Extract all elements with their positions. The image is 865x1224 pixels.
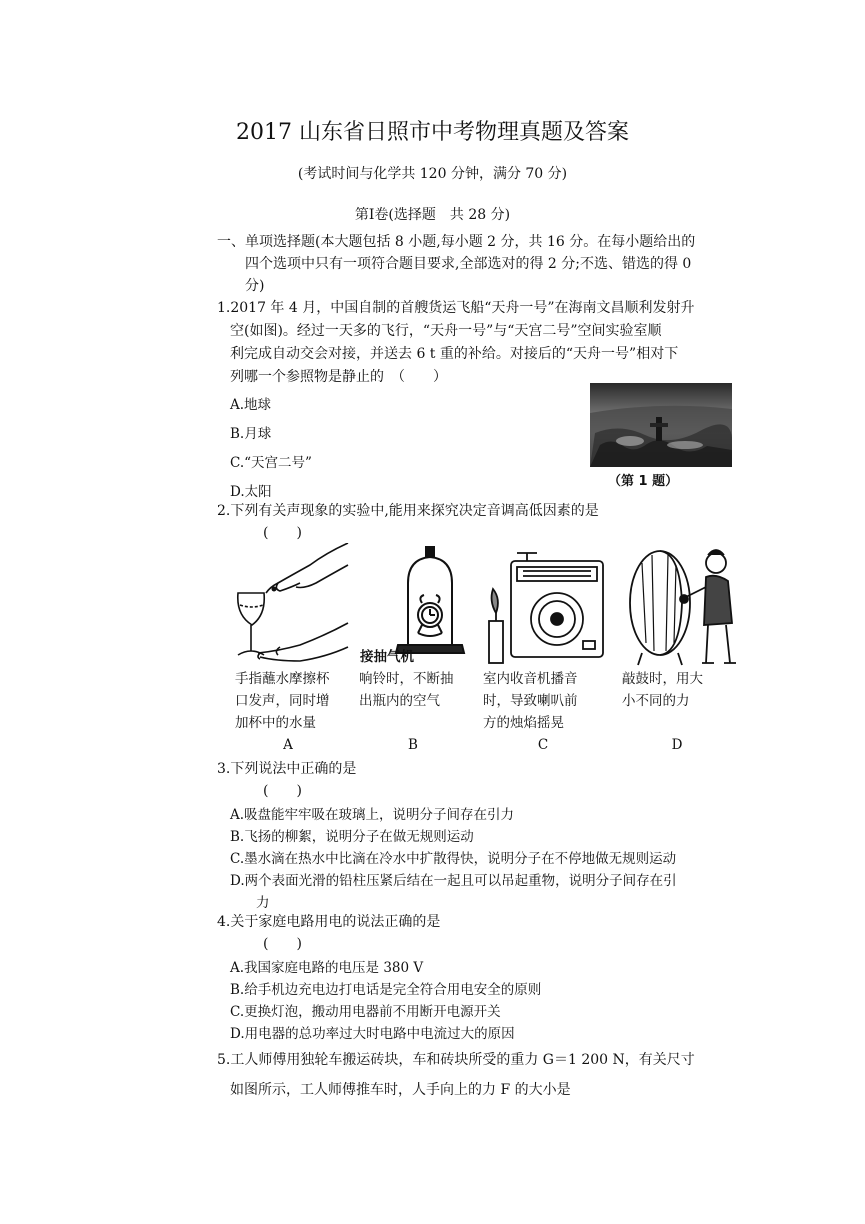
exam-info: (考试时间与化学共 120 分钟，满分 70 分) <box>297 166 568 182</box>
q2-stem: 2.下列有关声现象的实验中,能用来探究决定音调高低因素的是 <box>217 503 599 519</box>
page-title: 2017 山东省日照市中考物理真题及答案 <box>236 120 629 145</box>
section-heading-line2: 四个选项中只有一项符合题目要求,全部选对的得 2 分;不选、错选的得 0 <box>245 256 692 272</box>
q1-option-a: A.地球 <box>230 397 272 413</box>
q4-option-d: D.用电器的总功率过大时电路中电流过大的原因 <box>230 1026 515 1042</box>
q1-option-d: D.太阳 <box>230 484 272 500</box>
q2-caption-c-line3: 方的烛焰摇晃 <box>483 715 564 731</box>
q3-stem: 3.下列说法中正确的是 <box>217 761 357 777</box>
q4-option-b: B.给手机边充电边打电话是完全符合用电安全的原则 <box>230 982 542 998</box>
q4-answer-paren: ( ) <box>263 936 302 952</box>
q4-option-a: A.我国家庭电路的电压是 380 V <box>230 960 424 976</box>
q2-label-a: A <box>283 737 293 753</box>
q5-line2: 如图所示，工人师傅推车时，人手向上的力 F 的大小是 <box>230 1082 571 1098</box>
q1-line1: 1.2017 年 4 月，中国自制的首艘货运飞船“天舟一号”在海南文昌顺利发射升 <box>217 300 695 316</box>
q1-line2: 空(如图)。经过一天多的飞行，“天舟一号”与“天宫二号”空间实验室顺 <box>230 323 662 339</box>
q2-caption-a-line3: 加杯中的水量 <box>235 715 316 731</box>
q1-figure-caption: （第 1 题） <box>608 474 679 489</box>
part-heading: 第Ⅰ卷(选择题 共 28 分) <box>354 207 511 223</box>
q3-option-b: B.飞扬的柳絮，说明分子在做无规则运动 <box>230 829 474 845</box>
q3-option-d: D.两个表面光滑的铅柱压紧后结在一起且可以吊起重物，说明分子间存在引 <box>230 873 677 889</box>
q2-figure-d-drum <box>620 543 740 668</box>
q3-answer-paren: ( ) <box>263 783 302 799</box>
q2-caption-b-line2: 出瓶内的空气 <box>359 693 440 709</box>
q2-caption-d-line1: 敲鼓时，用大 <box>622 671 703 687</box>
q1-line3: 利完成自动交会对接，并送去 6 t 重的补给。对接后的“天舟一号”相对下 <box>230 346 679 362</box>
q1-line4: 列哪一个参照物是静止的 （ ） <box>230 369 447 385</box>
section-heading-line1: 一、单项选择题(本大题包括 8 小题,每小题 2 分，共 16 分。在每小题给出的 <box>217 234 696 250</box>
q3-option-a: A.吸盘能牢牢吸在玻璃上，说明分子间存在引力 <box>230 807 515 823</box>
q2-caption-a-line2: 口发声，同时增 <box>235 693 330 709</box>
q4-stem: 4.关于家庭电路用电的说法正确的是 <box>217 914 441 930</box>
section-heading-line3: 分) <box>245 278 265 294</box>
q1-option-c: C.“天宫二号” <box>230 455 312 471</box>
q2-figure-c-radio <box>483 543 608 668</box>
q2-caption-c-line1: 室内收音机播音 <box>483 671 578 687</box>
q2-label-b: B <box>408 737 418 753</box>
q2-figure-a-glass <box>230 543 355 668</box>
q2-caption-c-line2: 时，导致喇叭前 <box>483 693 578 709</box>
q1-option-b: B.月球 <box>230 426 272 442</box>
q3-option-d-cont: 力 <box>256 895 270 911</box>
q5-line1: 5.工人师傅用独轮车搬运砖块，车和砖块所受的重力 G＝1 200 N，有关尺寸 <box>217 1052 695 1068</box>
q2-caption-d-line2: 小不同的力 <box>622 693 690 709</box>
q2-caption-a-line1: 手指蘸水摩擦杯 <box>235 671 330 687</box>
q2-pump-label: 接抽气机 <box>360 649 414 665</box>
q2-label-d: D <box>671 737 683 753</box>
q2-label-c: C <box>537 737 549 753</box>
q4-option-c: C.更换灯泡，搬动用电器前不用断开电源开关 <box>230 1004 501 1020</box>
q2-caption-b-line1: 响铃时，不断抽 <box>359 671 454 687</box>
q3-option-c: C.墨水滴在热水中比滴在冷水中扩散得快，说明分子在不停地做无规则运动 <box>230 851 677 867</box>
q2-answer-paren: ( ) <box>263 525 302 541</box>
